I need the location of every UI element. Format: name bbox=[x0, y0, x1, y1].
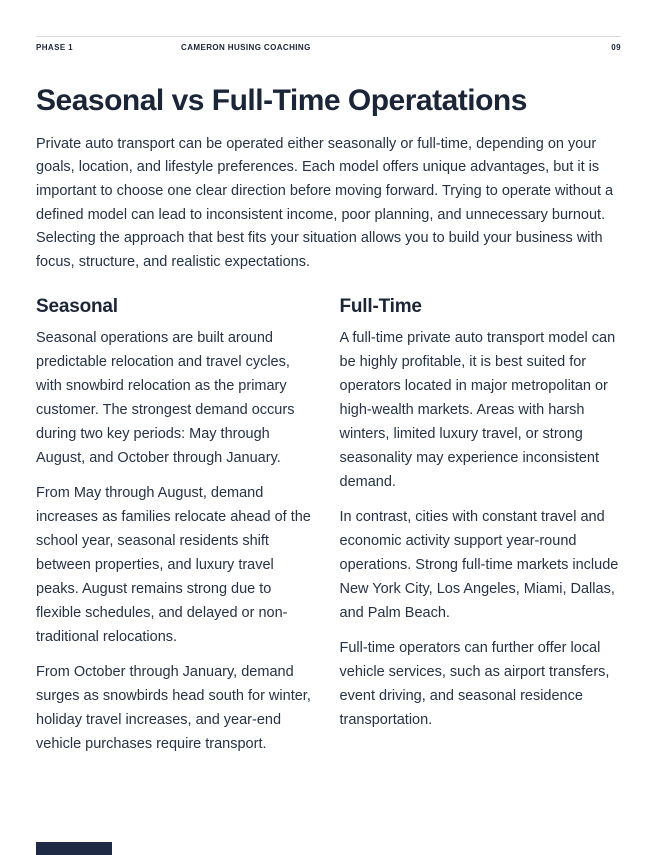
seasonal-paragraph-1: Seasonal operations are built around predictable relocation and travel cycles, with snowbird relocation as the primary customer. The strongest demand occurs during two key periods: May through August, and October through January. bbox=[36, 329, 295, 466]
full-time-paragraph-2: In contrast, cities with constant travel and economic activity support year-round operations. Strong full-time markets include New York City, Los Angeles, Miami, Dallas, and Palm Beach. bbox=[339, 508, 619, 621]
page-title: Seasonal vs Full-Time Operatations bbox=[36, 84, 527, 117]
phase-label: PHASE 1 bbox=[36, 43, 74, 52]
seasonal-paragraph-3: From October through January, demand surges as snowbirds head south for winter, holiday travel increases, and year-end vehicle purchases require transport. bbox=[36, 663, 311, 752]
brand-label: CAMERON HUSING COACHING bbox=[181, 43, 311, 52]
page-number: 09 bbox=[611, 43, 621, 52]
two-column-section bbox=[36, 296, 621, 757]
page-header bbox=[36, 37, 621, 52]
seasonal-paragraph-2: From May through August, demand increases as families relocate ahead of the school year, seasonal residents shift between properties, and luxury travel peaks. August remains strong due to flexible schedules, and delayed or non-traditional relocations. bbox=[36, 484, 311, 645]
full-time-paragraph-3: Full-time operators can further offer local vehicle services, such as airport transfers, event driving, and seasonal residence transportation. bbox=[339, 639, 610, 728]
seasonal-column bbox=[36, 296, 318, 757]
footer-accent-bar bbox=[36, 842, 112, 855]
full-time-heading: Full-Time bbox=[339, 295, 422, 317]
full-time-column bbox=[340, 296, 622, 757]
intro-paragraph: Private auto transport can be operated either seasonally or full-time, depending on your goals, location, and lifestyle preferences. Each model offers unique advantages, but it is important to choose one clear direction before moving forward. Trying to operate without a defined model can lead to inconsistent income, poor planning, and unnecessary burnout. Selecting the approach that best fits your situation allows you to build your business with focus, structure, and realistic expectations. bbox=[36, 135, 614, 271]
full-time-paragraph-1: A full-time private auto transport model can be highly profitable, it is best suited for operators located in major metropolitan or high-wealth markets. Areas with harsh winters, limited luxury travel, or strong seasonality may experience inconsistent demand. bbox=[339, 329, 616, 490]
seasonal-heading: Seasonal bbox=[36, 295, 118, 317]
